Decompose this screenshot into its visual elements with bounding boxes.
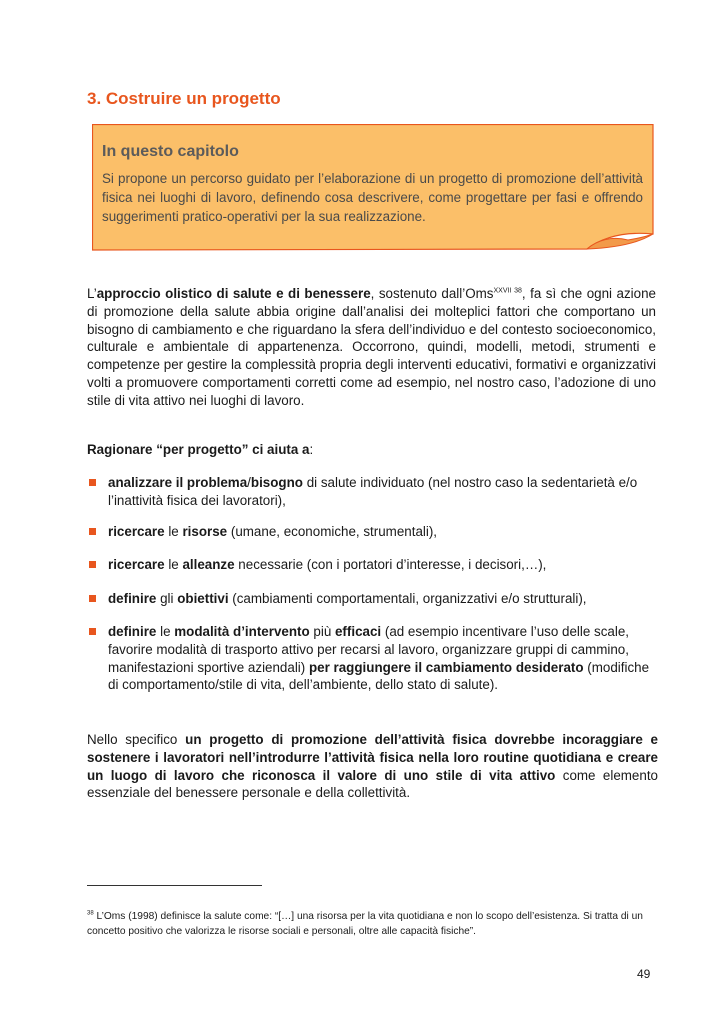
page-number: 49 [637,967,651,981]
text-span: (ad esempio incentivare l’uso delle scale, favorire modalità di trasporto attivo per recarsi al lavoro, organizzare gruppi di cammino, manifestazioni sportive aziendali) [108,624,629,675]
summary-title: In questo capitolo [102,143,239,160]
footnote-number: 38 [87,910,94,917]
list-item-text [108,556,656,574]
project-lead-paragraph [87,441,656,459]
text-span: / [247,475,251,490]
bullet-square-icon [89,479,96,486]
bullet-square-icon [89,628,96,635]
text-span: Nello specifico [87,732,186,747]
chapter-summary-box [92,124,652,250]
text-span: come elemento essenziale del benessere personale e della collettività. [87,767,658,801]
text-span: (umane, economiche, strumentali), [227,524,438,539]
bullet-square-icon [89,595,96,602]
list-item-text [108,590,656,608]
footnote-reference: XXVII 38 [493,287,522,295]
bold-text: bisogno [250,475,303,490]
text-span: , fa sì che ogni azione di promozione della salute abbia origine dall’analisi dei molteplici fattori che comportano un bisogno di cambiamento e che riguardano la sfera dell’individuo e del contesto socioeconomico, culturale e ambientale di appartenenza. Occorrono, quindi, modelli, metodi, strumenti e competenze per gestire la complessità propria degli interventi educativi, formativi e organizzativi volti a promuovere comportamenti corretti come ad esempio, nel nostro caso, l’adozione di uno stile di vita attivo nei luoghi di lavoro. [87,286,656,408]
text-span: , sostenuto dall’Oms [370,286,494,301]
bullet-square-icon [89,528,96,535]
text-span: L’ [87,286,97,301]
bullet-square-icon [89,561,96,568]
list-item-text [108,474,656,510]
intro-paragraph [87,285,656,410]
list-item-text [108,623,656,694]
text-span: le [156,624,175,639]
bold-text: alleanze [182,557,235,572]
chapter-heading: 3. Costruire un progetto [87,89,281,108]
footnote-divider [87,885,262,886]
bold-text: obiettivi [177,591,229,606]
bold-text: definire [108,591,157,606]
bold-text: un progetto di promozione dell’attività fisica dovrebbe incoraggiare e sostenere i lavoratori nell’introdurre l’attività fisica nella loro routine quotidiana e creare un luogo di lavoro che riconosca il valore di uno stile di vita attivo [87,732,658,783]
text-span: (modifiche di comportamento/stile di vita, dell’ambiente, dello stato di salute). [108,659,650,693]
text-span: le [164,524,183,539]
bold-text: definire [108,624,157,639]
bold-text: Ragionare “per progetto” ci aiuta a [87,442,310,457]
bold-text: approccio olistico di salute e di benessere [96,286,371,301]
text-span: necessarie (con i portatori d’interesse, i decisori,…), [234,557,547,572]
summary-text: Si propone un percorso guidato per l’elaborazione di un progetto di promozione dell’attività fisica nei luoghi di lavoro, definendo cosa descrivere, come progettare per fasi e offrendo suggerimenti pratico-operativi per la sua realizzazione. [102,171,643,224]
footnote [87,910,657,939]
text-span: più [309,624,335,639]
text-span: di salute individuato (nel nostro caso la sedentarietà e/o l’inattività fisica dei lavoratori), [108,475,638,508]
list-item-text [108,523,656,541]
bold-text: analizzare il problema [108,475,248,490]
conclusion-paragraph [87,731,658,802]
bold-text: per raggiungere il cambiamento desiderato [308,659,584,675]
bold-text: ricercare [108,524,165,539]
bold-text: risorse [182,524,228,539]
footnote-text: L’Oms (1998) definisce la salute come: “[…] una risorsa per la vita quotidiana e non lo scopo dell’esistenza. Si tratta di un concetto positivo che valorizza le risorse sociali e personali, oltre alle capacità fisiche”. [87,911,643,937]
bold-text: efficaci [334,624,382,639]
bold-text: ricercare [108,557,165,572]
text-span: : [309,442,314,457]
bold-text: modalità d’intervento [174,624,310,639]
text-span: gli [156,591,178,606]
text-span: le [164,557,183,572]
text-span: (cambiamenti comportamentali, organizzativi e/o strutturali), [228,591,587,606]
